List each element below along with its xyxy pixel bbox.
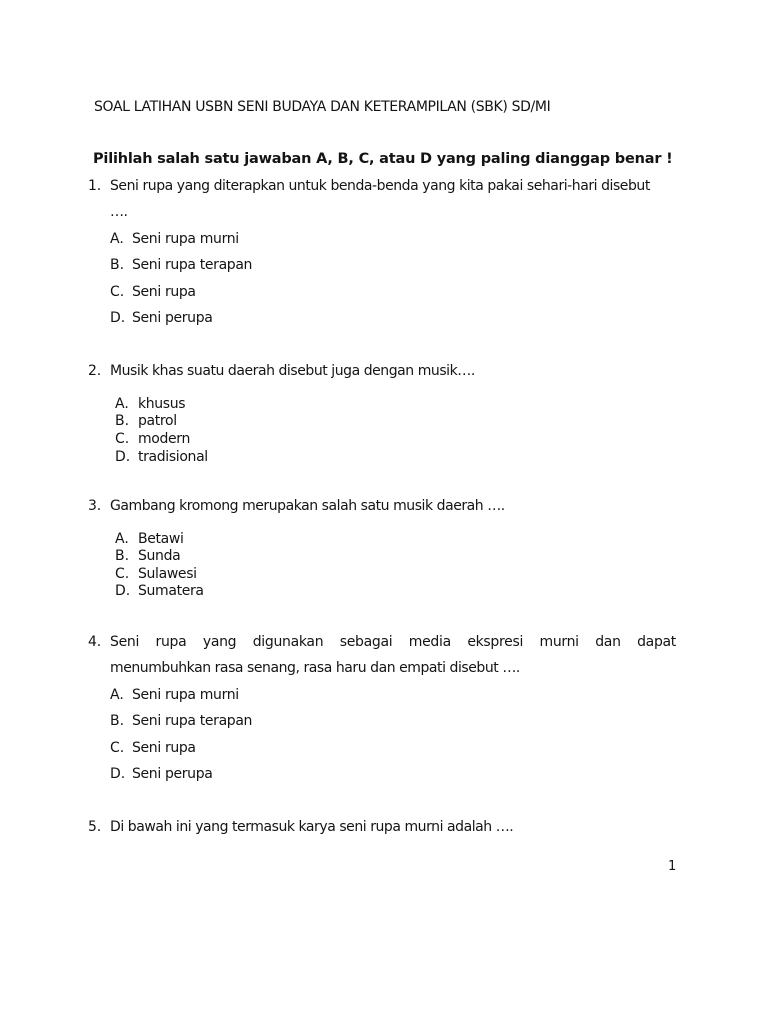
- option-letter: C.: [115, 431, 130, 447]
- question-text: Musik khas suatu daerah disebut juga dengan musik….: [110, 363, 475, 379]
- option-letter: D.: [110, 766, 126, 782]
- option-text: Seni rupa: [132, 284, 196, 300]
- question-word: digunakan: [252, 634, 324, 650]
- option-text: Sunda: [138, 548, 181, 564]
- option-text: Betawi: [138, 531, 184, 547]
- question-word: sebagai: [339, 634, 393, 650]
- question-text: [110, 634, 676, 650]
- question-word: rupa: [155, 634, 187, 650]
- question-word: Seni: [110, 634, 140, 650]
- question-text: Seni rupa yang diterapkan untuk benda-benda yang kita pakai sehari-hari disebut: [110, 178, 650, 194]
- option-letter: A.: [115, 531, 129, 547]
- option-letter: A.: [110, 687, 124, 703]
- question-word: murni: [539, 634, 579, 650]
- question-number: 1.: [88, 178, 101, 194]
- option-letter: C.: [110, 284, 125, 300]
- document-title: SOAL LATIHAN USBN SENI BUDAYA DAN KETERAMPILAN (SBK) SD/MI: [94, 99, 551, 115]
- option-letter: B.: [115, 548, 130, 564]
- question-word: media: [408, 634, 451, 650]
- option-letter: D.: [115, 449, 131, 465]
- option-letter: C.: [115, 566, 130, 582]
- option-letter: A.: [115, 396, 129, 412]
- question-text-continued: ….: [110, 204, 128, 220]
- option-letter: B.: [115, 413, 130, 429]
- question-word: ekspresi: [467, 634, 524, 650]
- option-letter: C.: [110, 740, 125, 756]
- question-text: Di bawah ini yang termasuk karya seni rupa murni adalah ….: [110, 819, 514, 835]
- option-text: patrol: [138, 413, 177, 429]
- instruction-text: Pilihlah salah satu jawaban A, B, C, atau D yang paling dianggap benar !: [93, 151, 673, 167]
- question-text-continued: menumbuhkan rasa senang, rasa haru dan empati disebut ….: [110, 660, 520, 676]
- option-letter: B.: [110, 257, 125, 273]
- question-text: Gambang kromong merupakan salah satu musik daerah ….: [110, 498, 505, 514]
- option-letter: D.: [115, 583, 131, 599]
- question-word: yang: [202, 634, 237, 650]
- option-text: Sulawesi: [138, 566, 197, 582]
- option-text: Seni perupa: [132, 766, 213, 782]
- page-number: 1: [668, 859, 677, 874]
- question-word: dan: [595, 634, 621, 650]
- option-text: Seni perupa: [132, 310, 213, 326]
- question-number: 3.: [88, 498, 101, 514]
- option-text: Seni rupa terapan: [132, 713, 253, 729]
- question-number: 2.: [88, 363, 101, 379]
- option-text: Seni rupa terapan: [132, 257, 253, 273]
- option-text: tradisional: [138, 449, 208, 465]
- option-text: modern: [138, 431, 190, 447]
- question-word: dapat: [637, 634, 676, 650]
- question-number: 5.: [88, 819, 101, 835]
- option-text: khusus: [138, 396, 186, 412]
- option-text: Seni rupa murni: [132, 231, 239, 247]
- option-letter: A.: [110, 231, 124, 247]
- option-letter: D.: [110, 310, 126, 326]
- option-text: Sumatera: [138, 583, 204, 599]
- option-letter: B.: [110, 713, 125, 729]
- option-text: Seni rupa: [132, 740, 196, 756]
- question-number: 4.: [88, 634, 101, 650]
- option-text: Seni rupa murni: [132, 687, 239, 703]
